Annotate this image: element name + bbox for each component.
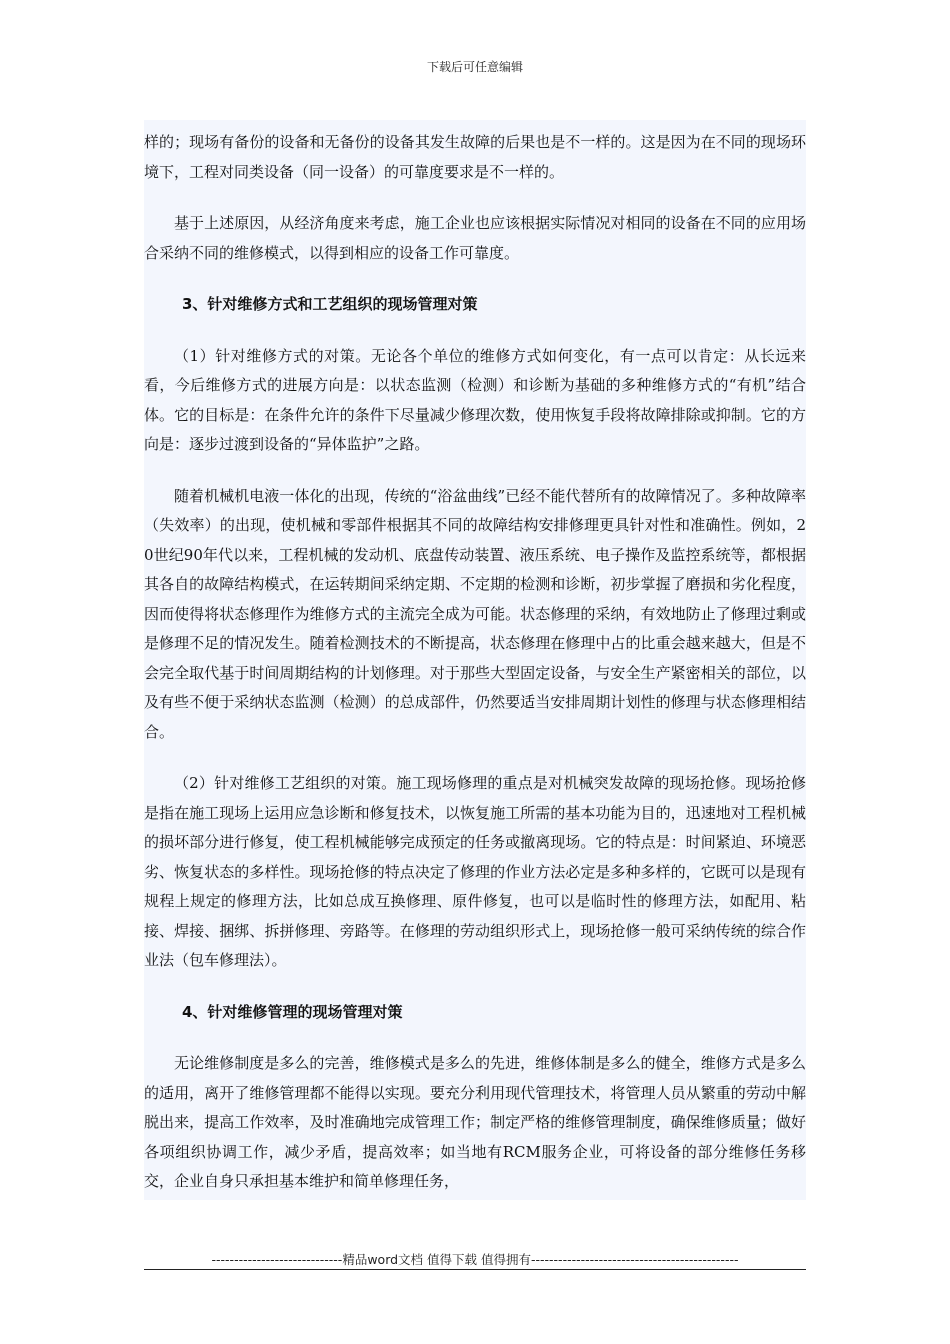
paragraph-maintenance-method: （1）针对维修方式的对策。无论各个单位的维修方式如何变化，有一点可以肯定：从长远来看，今后维修方式的进展方向是：以状态监测（检测）和诊断为基础的多种维修方式的“有机”结合体。它的目标是：在条件允许的条件下尽量减少修理次数，使用恢复手段将故障排除或抑制。它的方向是：逐步过渡到设备的“异体监护”之路。 xyxy=(144,346,806,453)
paragraph-continuation: 样的；现场有备份的设备和无备份的设备其发生故障的后果也是不一样的。这是因为在不同的现场环境下，工程对同类设备（同一设备）的可靠度要求是不一样的。 xyxy=(144,133,806,181)
document-body xyxy=(144,128,806,1219)
paragraph-reasoning: 基于上述原因，从经济角度来考虑，施工企业也应该根据实际情况对相同的设备在不同的应用场合采纳不同的维修模式，以得到相应的设备工作可靠度。 xyxy=(144,214,806,262)
section-heading-4: 4、针对维修管理的现场管理对策 xyxy=(182,1002,403,1021)
paragraph-process-organization: （2）针对维修工艺组织的对策。施工现场修理的重点是对机械突发故障的现场抢修。现场抢修是指在施工现场上运用应急诊断和修复技术，以恢复施工所需的基本功能为目的，迅速地对工程机械的损坏部分进行修复，使工程机械能够完成预定的任务或撤离现场。它的特点是：时间紧迫、环境恶劣、恢复状态的多样性。现场抢修的特点决定了修理的作业方法必定是多种多样的，它既可以是现有规程上规定的修理方法，比如总成互换修理、原件修复，也可以是临时性的修理方法，如配用、粘接、焊接、捆绑、拆拼修理、旁路等。在修理的劳动组织形式上，现场抢修一般可采纳传统的综合作业法（包车修理法）。 xyxy=(144,774,806,969)
page-header: 下载后可任意编辑 xyxy=(426,60,523,74)
footer-divider xyxy=(144,1269,806,1270)
paragraph-maintenance-management: 无论维修制度是多么的完善，维修模式是多么的先进，维修体制是多么的健全，维修方式是多么的适用，离开了维修管理都不能得以实现。要充分利用现代管理技术，将管理人员从繁重的劳动中解脱出来，提高工作效率，及时准确地完成管理工作；制定严格的维修管理制度，确保维修质量；做好各项组织协调工作，减少矛盾，提高效率；如当地有RCM服务企业，可将设备的部分维修任务移交，企业自身只承担基本维护和简单修理任务， xyxy=(144,1054,806,1190)
page-footer: -----------------------------精品word文档 值得下载 值得拥有---------------------------------------------- xyxy=(211,1252,739,1267)
section-heading-3: 3、针对维修方式和工艺组织的现场管理对策 xyxy=(182,295,478,313)
paragraph-bathtub-curve: 随着机械机电液一体化的出现，传统的“浴盆曲线”已经不能代替所有的故障情况了。多种故障率（失效率）的出现，使机械和零部件根据其不同的故障结构安排修理更具针对性和准确性。例如，20世纪90年代以来，工程机械的发动机、底盘传动装置、液压系统、电子操作及监控系统等，都根据其各自的故障结构模式，在运转期间采纳定期、不定期的检测和诊断，初步掌握了磨损和劣化程度，因而使得将状态修理作为维修方式的主流完全成为可能。状态修理的采纳，有效地防止了修理过剩或是修理不足的情况发生。随着检测技术的不断提高，状态修理在修理中占的比重会越来越大，但是不会完全取代基于时间周期结构的计划修理。对于那些大型固定设备，与安全生产紧密相关的部位，以及有些不便于采纳状态监测（检测）的总成部件，仍然要适当安排周期计划性的修理与状态修理相结合。 xyxy=(144,486,806,741)
